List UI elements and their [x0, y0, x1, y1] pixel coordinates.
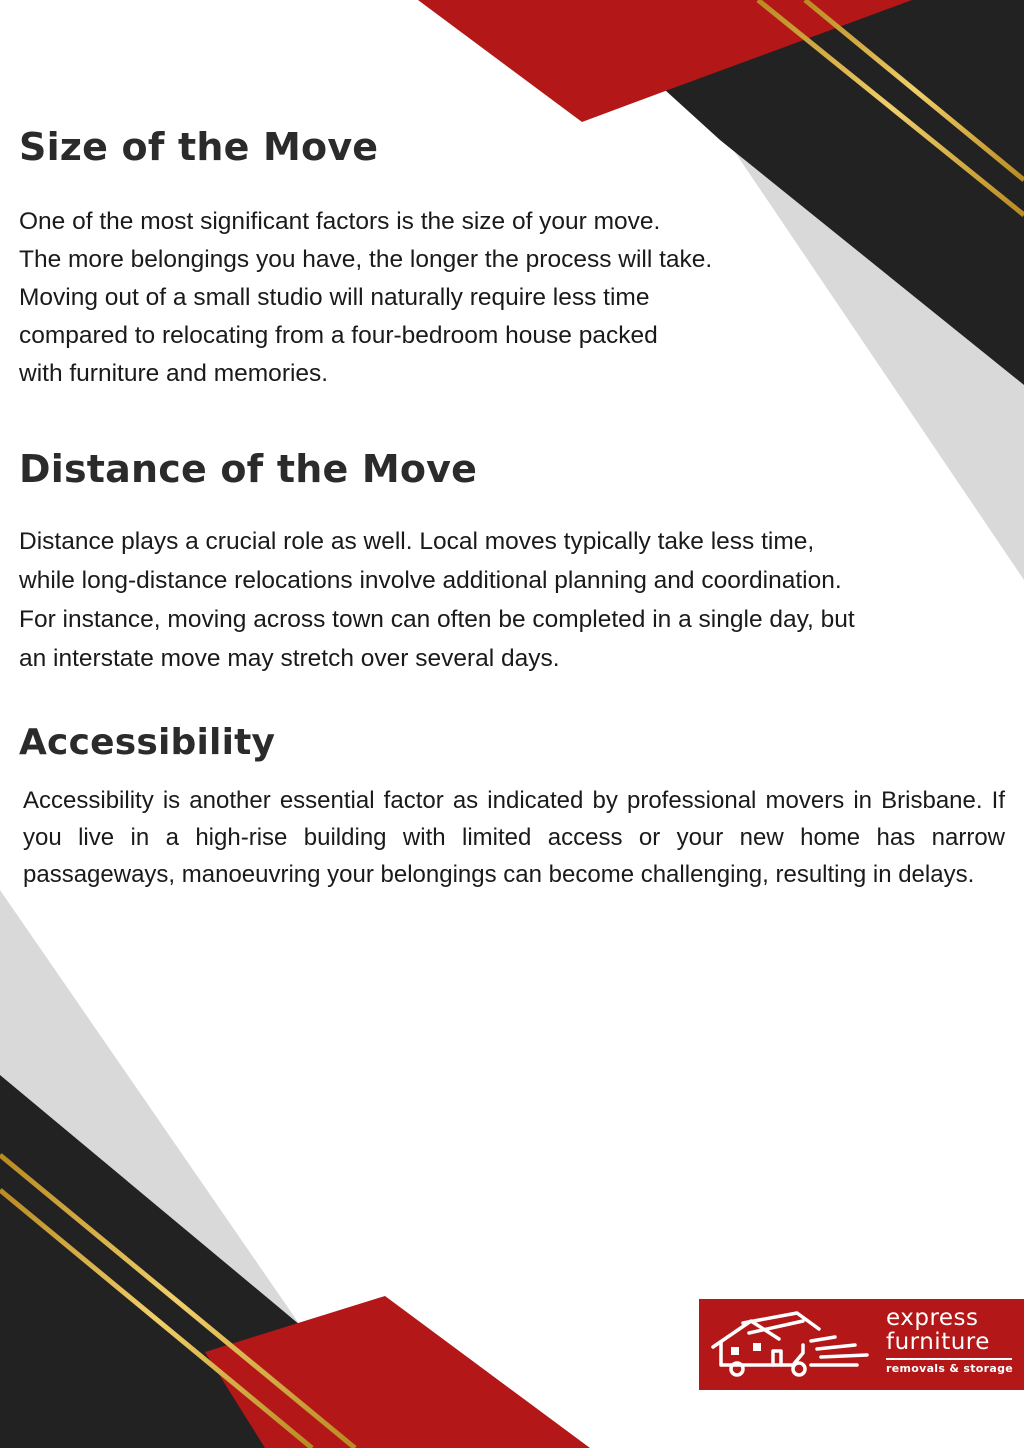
body-line: Moving out of a small studio will naturally require less time: [19, 284, 650, 311]
house-on-truck-icon: [707, 1307, 877, 1383]
body-line: One of the most significant factors is the size of your move.: [19, 208, 661, 235]
body-line: The more belongings you have, the longer the process will take.: [19, 246, 713, 273]
section-title-distance: Distance of the Move: [19, 447, 478, 491]
section-body-accessibility: Accessibility is another essential factor as indicated by professional movers in Brisbane. If you live in a high-rise building with limited access or your new home has narrow passageways, manoeuvring your belongings can become challenging, resulting in delays.: [23, 787, 1005, 888]
logo-text-express: express: [886, 1305, 979, 1331]
logo-divider: [886, 1358, 1012, 1360]
body-line: compared to relocating from a four-bedroom house packed: [19, 322, 658, 349]
company-logo: [699, 1299, 1024, 1390]
body-line: an interstate move may stretch over several days.: [19, 645, 560, 672]
logo-text-furniture: furniture: [886, 1329, 990, 1355]
section-body-distance: [19, 522, 855, 678]
body-line: For instance, moving across town can often be completed in a single day, but: [19, 606, 855, 633]
section-body-size: [19, 203, 712, 393]
body-line: with furniture and memories.: [19, 360, 329, 387]
section-title-accessibility: Accessibility: [19, 722, 276, 763]
body-line: Distance plays a crucial role as well. Local moves typically take less time,: [19, 528, 815, 555]
logo-tagline: removals & storage: [886, 1362, 1014, 1375]
section-title-size: Size of the Move: [19, 125, 379, 169]
body-line: while long-distance relocations involve additional planning and coordination.: [19, 567, 842, 594]
